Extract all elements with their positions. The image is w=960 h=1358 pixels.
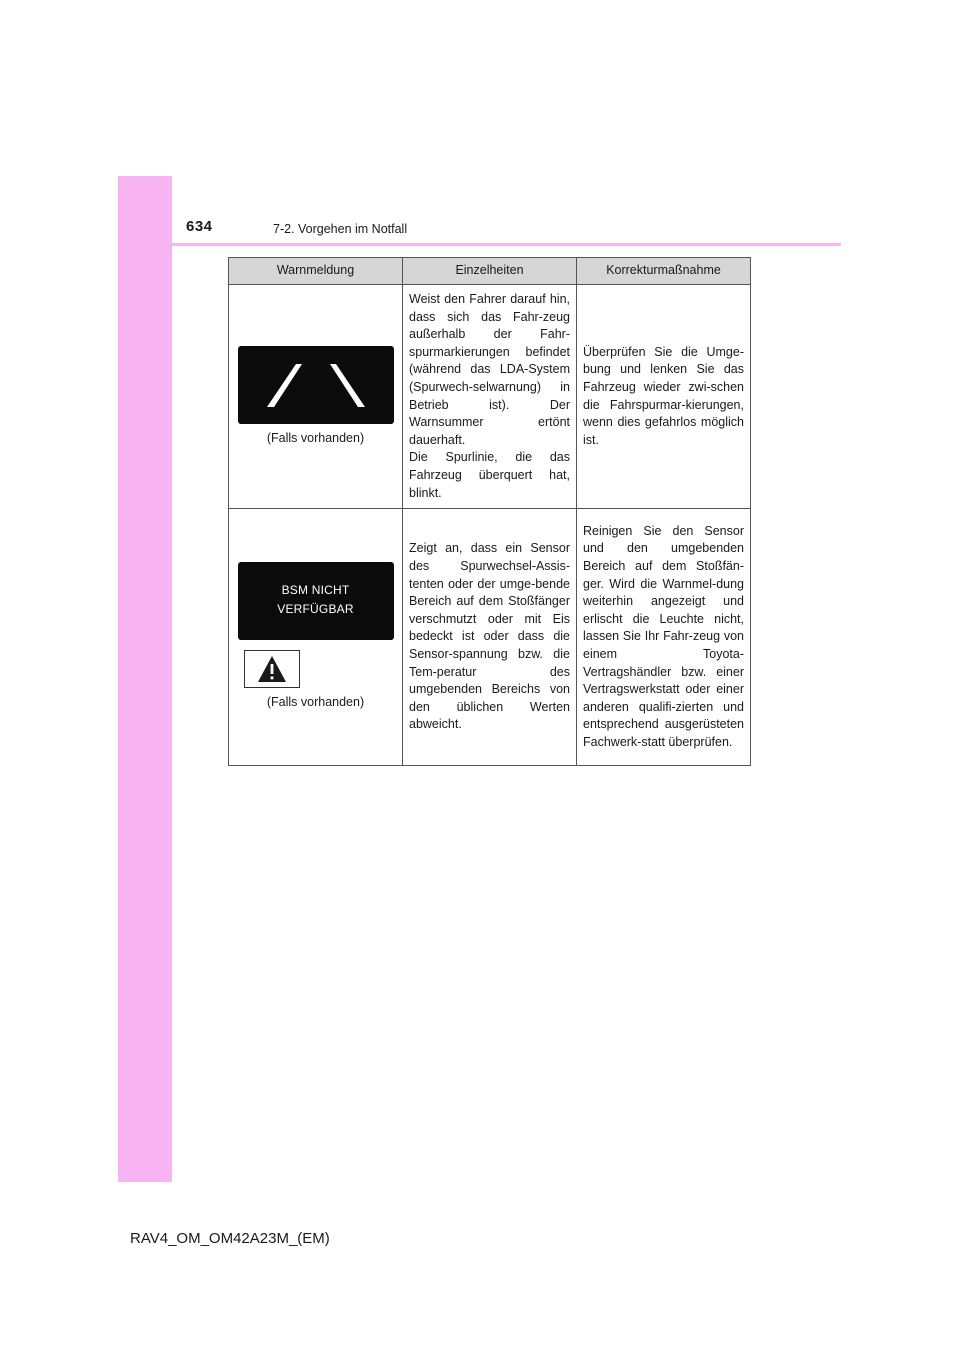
header-rule [118,243,841,246]
footer-document-code: RAV4_OM_OM42A23M_(EM) [130,1230,330,1247]
details-text: Zeigt an, dass ein Sensor des Spurwechsel-Assis-tenten oder der umge-bende Bereich auf dem Stoßfänger verschmutzt oder mit Eis bedeckt ist oder dass die Sensor-spannung bzw. die Tem-peratur des umgebenden Bereichs von den üblichen Werten abweicht. [409,541,570,732]
lane-departure-display [238,346,394,424]
table-row [229,509,751,766]
warning-cell [229,285,403,509]
action-cell [577,509,751,766]
warning-caption: (Falls vorhanden) [266,430,365,445]
lane-lines-icon [238,346,394,424]
column-header-einzelheiten: Einzelheiten [403,258,577,285]
warning-triangle-icon [244,650,300,688]
side-margin-band [118,176,172,1182]
details-cell [403,509,577,766]
page-number: 634 [186,218,213,235]
table-row [229,285,751,509]
action-text: Überprüfen Sie die Umge-bung und lenken Sie das Fahrzeug wieder zwi-schen die Fahrspurmar-kierungen, wenn dies gefahrlos möglich ist. [583,344,744,447]
table-header-row [229,258,751,285]
warning-cell [229,509,403,766]
bsm-display [238,562,394,640]
action-cell [577,285,751,509]
action-text: Reinigen Sie den Sensor und den umgebenden Bereich auf dem Stoßfän-ger. Wird die Warnmel-dung weiterhin angezeigt und erlischt die Leuchte nicht, lassen Sie Ihr Fahr-zeug von einem Toyota-Vertragshändler bzw. einer Vertragswerkstatt oder einer anderen qualifi-zierten und entsprechend ausgerüsteten Fachwerk-statt überprüfen. [583,523,744,749]
column-header-korrekturmassnahme: Korrekturmaßnahme [577,258,751,285]
bsm-display-line-1: BSM NICHT [281,583,350,598]
bsm-display-line-2: VERFÜGBAR [277,602,354,617]
warning-table [228,257,751,766]
section-title: 7-2. Vorgehen im Notfall [273,222,408,236]
details-text: Weist den Fahrer darauf hin, dass sich das Fahr-zeug außerhalb der Fahr-spurmarkierungen befindet (während das LDA-System (Spurwech-selwarnung) in Betrieb ist). Der Warnsummer ertönt dauerhaft. Die Spurlinie, die das Fahrzeug überquert hat, blinkt. [409,292,570,500]
details-cell [403,285,577,509]
column-header-warnmeldung: Warnmeldung [229,258,403,285]
warning-caption: (Falls vorhanden) [266,695,365,710]
